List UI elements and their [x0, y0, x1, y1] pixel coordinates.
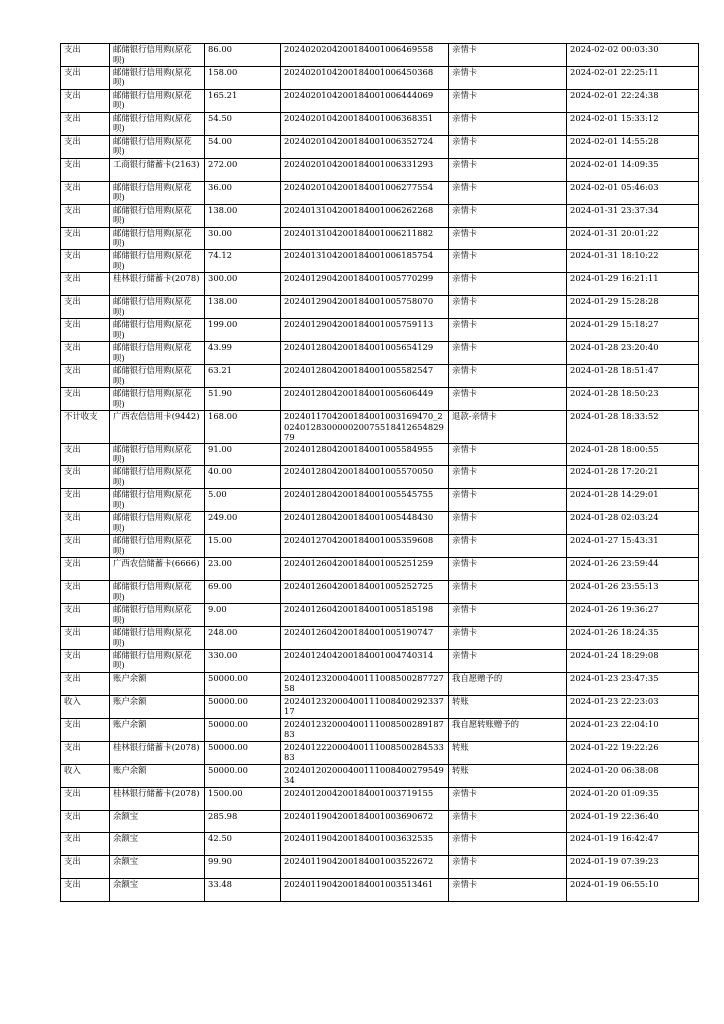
cell-amount: 86.00 [205, 44, 281, 67]
cell-type: 支出 [61, 787, 110, 810]
cell-time: 2024-01-27 15:43:31 [567, 535, 699, 558]
cell-order-number: 2024012904200184001005770299 [281, 273, 449, 296]
table-row [61, 227, 699, 250]
cell-amount: 50000.00 [205, 741, 281, 764]
cell-order-number: 2024012804200184001005570050 [281, 466, 449, 489]
cell-type: 支出 [61, 135, 110, 158]
cell-order-number: 2024012604200184001005252725 [281, 581, 449, 604]
cell-time: 2024-01-23 23:47:35 [567, 672, 699, 695]
cell-amount: 300.00 [205, 273, 281, 296]
cell-amount: 9.00 [205, 604, 281, 627]
cell-amount: 42.50 [205, 833, 281, 856]
cell-order-number: 2024012004200184001003719155 [281, 787, 449, 810]
cell-order-number: 20240123200040011100850028772758 [281, 672, 449, 695]
cell-type: 支出 [61, 558, 110, 581]
cell-time: 2024-01-24 18:29:08 [567, 649, 699, 672]
cell-time: 2024-01-28 18:00:55 [567, 443, 699, 466]
cell-account: 邮储银行信用购(原花呗) [110, 66, 205, 89]
cell-time: 2024-01-28 23:20:40 [567, 342, 699, 365]
cell-note: 亲情卡 [449, 512, 567, 535]
cell-time: 2024-01-26 19:36:27 [567, 604, 699, 627]
cell-account: 邮储银行信用购(原花呗) [110, 489, 205, 512]
cell-note: 亲情卡 [449, 627, 567, 650]
cell-account: 邮储银行信用购(原花呗) [110, 112, 205, 135]
cell-account: 邮储银行信用购(原花呗) [110, 89, 205, 112]
cell-account: 广西农信储蓄卡(6666) [110, 558, 205, 581]
cell-order-number: 2024012704200184001005359608 [281, 535, 449, 558]
cell-note: 我自愿转账赠予的 [449, 718, 567, 741]
table-row [61, 535, 699, 558]
cell-note: 转账 [449, 764, 567, 787]
cell-amount: 23.00 [205, 558, 281, 581]
cell-order-number: 20240123200040011100840029233717 [281, 695, 449, 718]
cell-order-number: 2024012904200184001005758070 [281, 296, 449, 319]
table-row [61, 879, 699, 902]
table-row [61, 627, 699, 650]
table-row [61, 89, 699, 112]
cell-order-number: 2024020204200184001006469558 [281, 44, 449, 67]
cell-time: 2024-02-01 22:25:11 [567, 66, 699, 89]
cell-type: 支出 [61, 158, 110, 181]
cell-account: 余额宝 [110, 810, 205, 833]
cell-time: 2024-01-19 07:39:23 [567, 856, 699, 879]
cell-account: 余额宝 [110, 833, 205, 856]
cell-amount: 199.00 [205, 319, 281, 342]
table-row [61, 135, 699, 158]
cell-order-number: 2024020104200184001006450368 [281, 66, 449, 89]
cell-type: 支出 [61, 718, 110, 741]
table-row [61, 204, 699, 227]
cell-note: 亲情卡 [449, 250, 567, 273]
cell-amount: 1500.00 [205, 787, 281, 810]
table-row [61, 741, 699, 764]
cell-type: 支出 [61, 649, 110, 672]
cell-note: 亲情卡 [449, 443, 567, 466]
cell-time: 2024-01-28 18:50:23 [567, 388, 699, 411]
cell-type: 支出 [61, 443, 110, 466]
cell-order-number: 2024011704200184001003169470_2024012830000020075518412654829 79 [281, 411, 449, 444]
cell-note: 亲情卡 [449, 833, 567, 856]
cell-account: 邮储银行信用购(原花呗) [110, 535, 205, 558]
table-row [61, 787, 699, 810]
cell-account: 邮储银行信用购(原花呗) [110, 250, 205, 273]
cell-type: 支出 [61, 627, 110, 650]
cell-order-number: 2024020104200184001006277554 [281, 181, 449, 204]
table-row [61, 158, 699, 181]
cell-account: 邮储银行信用购(原花呗) [110, 512, 205, 535]
cell-type: 支出 [61, 489, 110, 512]
cell-time: 2024-01-31 18:10:22 [567, 250, 699, 273]
cell-time: 2024-01-23 22:04:10 [567, 718, 699, 741]
cell-amount: 33.48 [205, 879, 281, 902]
cell-account: 工商银行储蓄卡(2163) [110, 158, 205, 181]
cell-time: 2024-01-29 16:21:11 [567, 273, 699, 296]
cell-amount: 69.00 [205, 581, 281, 604]
table-row [61, 718, 699, 741]
cell-time: 2024-01-19 22:36:40 [567, 810, 699, 833]
cell-time: 2024-02-01 14:09:35 [567, 158, 699, 181]
cell-type: 支出 [61, 66, 110, 89]
cell-note: 亲情卡 [449, 158, 567, 181]
table-row [61, 388, 699, 411]
cell-type: 收入 [61, 764, 110, 787]
cell-order-number: 2024020104200184001006352724 [281, 135, 449, 158]
cell-type: 支出 [61, 365, 110, 388]
cell-amount: 50000.00 [205, 672, 281, 695]
cell-order-number: 2024012804200184001005654129 [281, 342, 449, 365]
cell-account: 余额宝 [110, 879, 205, 902]
table-row [61, 250, 699, 273]
cell-order-number: 2024012804200184001005545755 [281, 489, 449, 512]
cell-account: 邮储银行信用购(原花呗) [110, 181, 205, 204]
cell-amount: 5.00 [205, 489, 281, 512]
cell-amount: 40.00 [205, 466, 281, 489]
cell-amount: 50000.00 [205, 695, 281, 718]
cell-amount: 138.00 [205, 204, 281, 227]
cell-type: 支出 [61, 44, 110, 67]
cell-account: 邮储银行信用购(原花呗) [110, 581, 205, 604]
cell-account: 余额宝 [110, 856, 205, 879]
cell-type: 支出 [61, 810, 110, 833]
cell-account: 邮储银行信用购(原花呗) [110, 443, 205, 466]
cell-note: 亲情卡 [449, 296, 567, 319]
table-row [61, 558, 699, 581]
cell-amount: 158.00 [205, 66, 281, 89]
table-row [61, 489, 699, 512]
table-row [61, 273, 699, 296]
cell-order-number: 20240123200040011100850028918783 [281, 718, 449, 741]
table-row [61, 181, 699, 204]
cell-order-number: 2024012404200184001004740314 [281, 649, 449, 672]
cell-note: 亲情卡 [449, 604, 567, 627]
cell-amount: 165.21 [205, 89, 281, 112]
cell-time: 2024-01-29 15:28:28 [567, 296, 699, 319]
cell-note: 亲情卡 [449, 204, 567, 227]
cell-amount: 30.00 [205, 227, 281, 250]
cell-amount: 50000.00 [205, 718, 281, 741]
cell-amount: 168.00 [205, 411, 281, 444]
table-row [61, 512, 699, 535]
cell-type: 支出 [61, 581, 110, 604]
cell-order-number: 2024013104200184001006262268 [281, 204, 449, 227]
table-row [61, 342, 699, 365]
cell-type: 支出 [61, 604, 110, 627]
cell-time: 2024-02-01 05:46:03 [567, 181, 699, 204]
cell-note: 亲情卡 [449, 856, 567, 879]
cell-order-number: 2024011904200184001003690672 [281, 810, 449, 833]
cell-account: 邮储银行信用购(原花呗) [110, 365, 205, 388]
cell-type: 支出 [61, 879, 110, 902]
table-row [61, 443, 699, 466]
transaction-table [60, 43, 699, 902]
table-row [61, 604, 699, 627]
cell-amount: 248.00 [205, 627, 281, 650]
cell-note: 亲情卡 [449, 879, 567, 902]
cell-order-number: 2024013104200184001006185754 [281, 250, 449, 273]
cell-type: 收入 [61, 695, 110, 718]
cell-order-number: 2024012804200184001005582547 [281, 365, 449, 388]
cell-type: 支出 [61, 89, 110, 112]
cell-amount: 54.00 [205, 135, 281, 158]
cell-type: 支出 [61, 512, 110, 535]
cell-time: 2024-01-26 23:55:13 [567, 581, 699, 604]
cell-time: 2024-01-28 14:29:01 [567, 489, 699, 512]
cell-note: 亲情卡 [449, 227, 567, 250]
cell-amount: 51.90 [205, 388, 281, 411]
cell-note: 亲情卡 [449, 135, 567, 158]
cell-account: 邮储银行信用购(原花呗) [110, 227, 205, 250]
cell-account: 账户余额 [110, 718, 205, 741]
cell-account: 邮储银行信用购(原花呗) [110, 135, 205, 158]
cell-order-number: 2024011904200184001003632535 [281, 833, 449, 856]
cell-amount: 54.50 [205, 112, 281, 135]
cell-account: 邮储银行信用购(原花呗) [110, 296, 205, 319]
table-row [61, 466, 699, 489]
cell-time: 2024-01-23 22:23:03 [567, 695, 699, 718]
cell-note: 转账 [449, 695, 567, 718]
cell-amount: 50000.00 [205, 764, 281, 787]
cell-time: 2024-01-28 18:33:52 [567, 411, 699, 444]
cell-note: 亲情卡 [449, 649, 567, 672]
cell-type: 支出 [61, 204, 110, 227]
cell-order-number: 2024012904200184001005759113 [281, 319, 449, 342]
cell-order-number: 2024012604200184001005251259 [281, 558, 449, 581]
cell-order-number: 20240120200040011100840027954934 [281, 764, 449, 787]
cell-time: 2024-02-01 22:24:38 [567, 89, 699, 112]
cell-type: 支出 [61, 672, 110, 695]
cell-type: 支出 [61, 112, 110, 135]
cell-order-number: 2024011904200184001003522672 [281, 856, 449, 879]
cell-time: 2024-02-01 15:33:12 [567, 112, 699, 135]
cell-account: 邮储银行信用购(原花呗) [110, 466, 205, 489]
cell-type: 支出 [61, 319, 110, 342]
cell-time: 2024-01-28 17:20:21 [567, 466, 699, 489]
table-row [61, 672, 699, 695]
cell-time: 2024-02-02 00:03:30 [567, 44, 699, 67]
cell-note: 亲情卡 [449, 388, 567, 411]
transaction-table-body [61, 44, 699, 902]
cell-type: 支出 [61, 250, 110, 273]
cell-account: 广西农信信用卡(9442) [110, 411, 205, 444]
cell-account: 邮储银行信用购(原花呗) [110, 204, 205, 227]
table-row [61, 649, 699, 672]
cell-order-number: 2024012804200184001005606449 [281, 388, 449, 411]
table-row [61, 695, 699, 718]
cell-note: 亲情卡 [449, 489, 567, 512]
cell-time: 2024-02-01 14:55:28 [567, 135, 699, 158]
cell-account: 邮储银行信用购(原花呗) [110, 342, 205, 365]
cell-type: 支出 [61, 227, 110, 250]
cell-note: 亲情卡 [449, 112, 567, 135]
cell-amount: 272.00 [205, 158, 281, 181]
cell-order-number: 2024012804200184001005448430 [281, 512, 449, 535]
table-row [61, 833, 699, 856]
cell-type: 支出 [61, 535, 110, 558]
cell-note: 亲情卡 [449, 558, 567, 581]
cell-type: 支出 [61, 181, 110, 204]
cell-time: 2024-01-20 06:38:08 [567, 764, 699, 787]
cell-note: 亲情卡 [449, 89, 567, 112]
cell-account: 桂林银行储蓄卡(2078) [110, 741, 205, 764]
table-row [61, 112, 699, 135]
cell-order-number: 2024012604200184001005185198 [281, 604, 449, 627]
cell-note: 亲情卡 [449, 181, 567, 204]
cell-amount: 74.12 [205, 250, 281, 273]
cell-type: 支出 [61, 388, 110, 411]
cell-note: 亲情卡 [449, 787, 567, 810]
cell-account: 邮储银行信用购(原花呗) [110, 649, 205, 672]
cell-account: 账户余额 [110, 764, 205, 787]
cell-type: 支出 [61, 833, 110, 856]
cell-order-number: 2024012804200184001005584955 [281, 443, 449, 466]
cell-time: 2024-01-29 15:18:27 [567, 319, 699, 342]
cell-time: 2024-01-31 23:37:34 [567, 204, 699, 227]
table-row [61, 365, 699, 388]
cell-account: 邮储银行信用购(原花呗) [110, 627, 205, 650]
cell-order-number: 20240122200040011100850028453383 [281, 741, 449, 764]
cell-order-number: 2024012604200184001005190747 [281, 627, 449, 650]
cell-amount: 285.98 [205, 810, 281, 833]
cell-note: 我自愿赠予的 [449, 672, 567, 695]
cell-order-number: 2024020104200184001006368351 [281, 112, 449, 135]
cell-account: 邮储银行信用购(原花呗) [110, 604, 205, 627]
cell-note: 退款-亲情卡 [449, 411, 567, 444]
cell-order-number: 2024020104200184001006331293 [281, 158, 449, 181]
cell-note: 转账 [449, 741, 567, 764]
cell-amount: 138.00 [205, 296, 281, 319]
cell-time: 2024-01-19 16:42:47 [567, 833, 699, 856]
cell-amount: 36.00 [205, 181, 281, 204]
cell-type: 支出 [61, 856, 110, 879]
cell-time: 2024-01-20 01:09:35 [567, 787, 699, 810]
table-row [61, 66, 699, 89]
table-row [61, 296, 699, 319]
cell-type: 支出 [61, 741, 110, 764]
cell-account: 邮储银行信用购(原花呗) [110, 388, 205, 411]
cell-amount: 15.00 [205, 535, 281, 558]
table-row [61, 44, 699, 67]
table-row [61, 810, 699, 833]
cell-order-number: 2024011904200184001003513461 [281, 879, 449, 902]
cell-time: 2024-01-31 20:01:22 [567, 227, 699, 250]
table-row [61, 856, 699, 879]
cell-type: 支出 [61, 296, 110, 319]
cell-account: 账户余额 [110, 695, 205, 718]
cell-type: 支出 [61, 342, 110, 365]
cell-time: 2024-01-26 23:59:44 [567, 558, 699, 581]
cell-time: 2024-01-19 06:55:10 [567, 879, 699, 902]
cell-note: 亲情卡 [449, 273, 567, 296]
cell-note: 亲情卡 [449, 810, 567, 833]
table-row [61, 319, 699, 342]
table-row [61, 581, 699, 604]
cell-type: 支出 [61, 466, 110, 489]
cell-amount: 63.21 [205, 365, 281, 388]
cell-time: 2024-01-28 02:03:24 [567, 512, 699, 535]
cell-type: 不计收支 [61, 411, 110, 444]
cell-note: 亲情卡 [449, 466, 567, 489]
cell-account: 账户余额 [110, 672, 205, 695]
cell-time: 2024-01-26 18:24:35 [567, 627, 699, 650]
cell-note: 亲情卡 [449, 365, 567, 388]
cell-note: 亲情卡 [449, 581, 567, 604]
cell-amount: 330.00 [205, 649, 281, 672]
cell-account: 桂林银行储蓄卡(2078) [110, 787, 205, 810]
cell-note: 亲情卡 [449, 44, 567, 67]
cell-account: 邮储银行信用购(原花呗) [110, 319, 205, 342]
cell-note: 亲情卡 [449, 319, 567, 342]
cell-amount: 91.00 [205, 443, 281, 466]
cell-amount: 249.00 [205, 512, 281, 535]
cell-account: 邮储银行信用购(原花呗) [110, 44, 205, 67]
cell-note: 亲情卡 [449, 535, 567, 558]
table-row [61, 411, 699, 444]
cell-amount: 99.90 [205, 856, 281, 879]
cell-type: 支出 [61, 273, 110, 296]
cell-amount: 43.99 [205, 342, 281, 365]
cell-time: 2024-01-22 19:22:26 [567, 741, 699, 764]
cell-order-number: 2024013104200184001006211882 [281, 227, 449, 250]
cell-account: 桂林银行储蓄卡(2078) [110, 273, 205, 296]
cell-note: 亲情卡 [449, 342, 567, 365]
cell-order-number: 2024020104200184001006444069 [281, 89, 449, 112]
cell-note: 亲情卡 [449, 66, 567, 89]
table-row [61, 764, 699, 787]
cell-time: 2024-01-28 18:51:47 [567, 365, 699, 388]
